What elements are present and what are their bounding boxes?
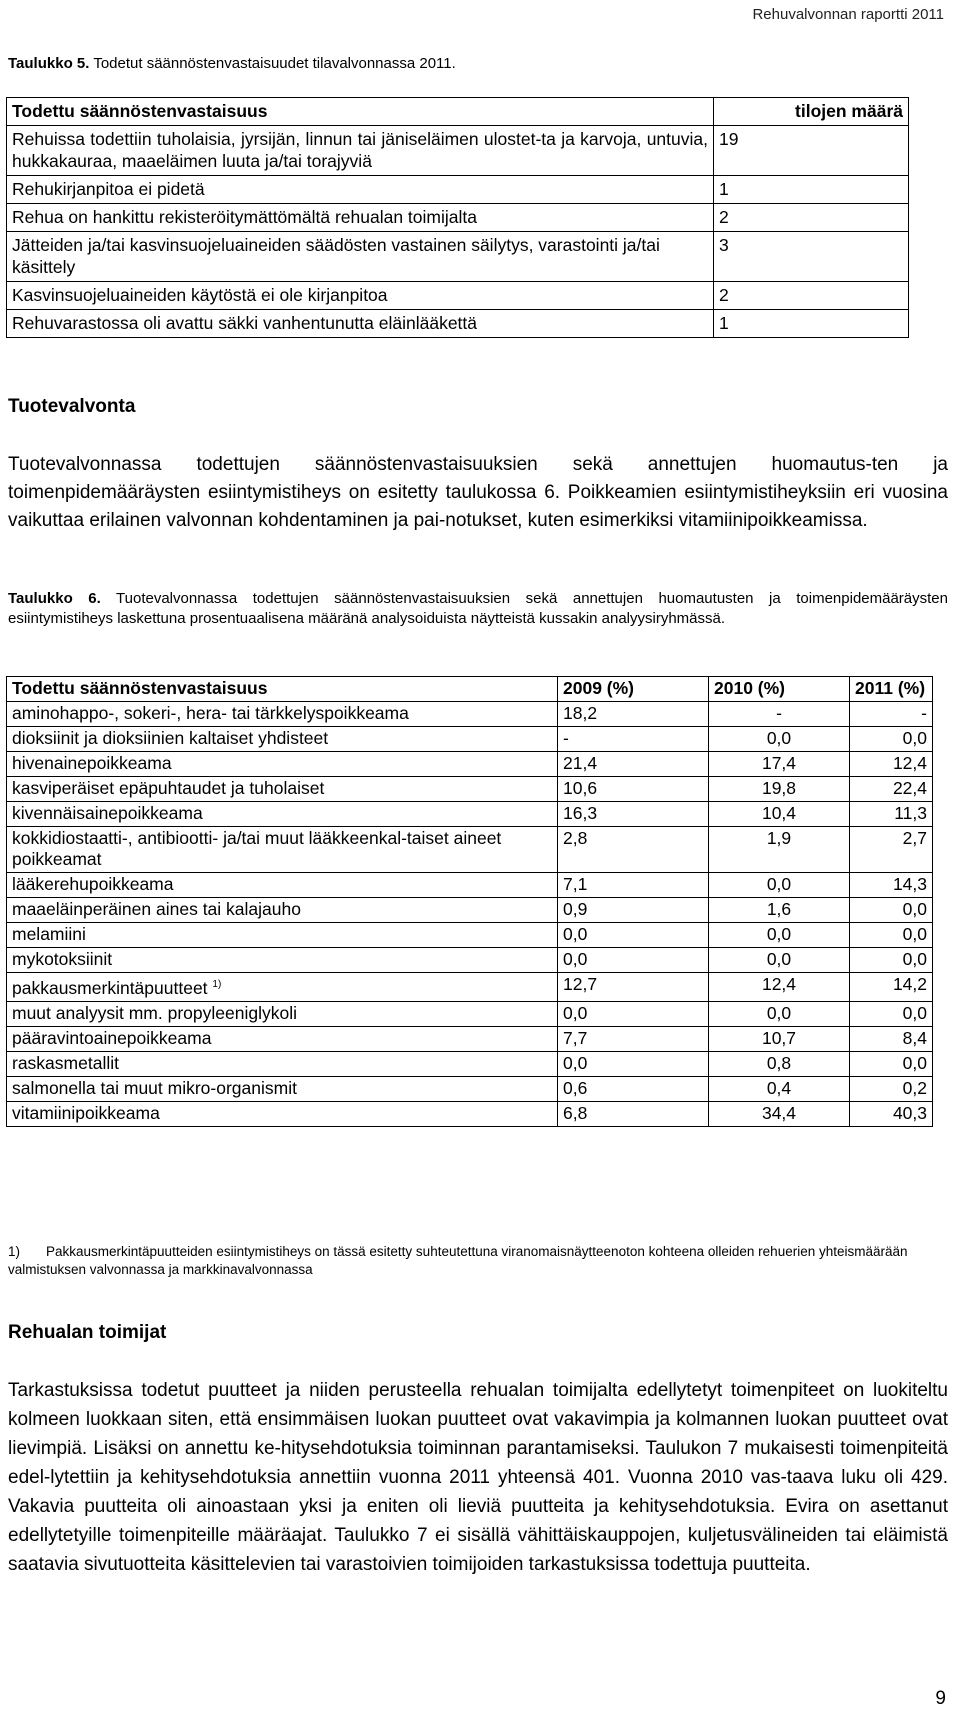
table5-header-row xyxy=(7,98,909,126)
table6-label-cell: lääkerehupoikkeama xyxy=(7,873,558,898)
table5-caption xyxy=(8,54,456,74)
table6-value-cell: 7,1 xyxy=(558,873,709,898)
table6-value-cell: 0,0 xyxy=(850,1051,933,1076)
table6-header-cell: Todettu säännöstenvastaisuus xyxy=(7,677,558,702)
table5-caption-label: Taulukko 5. xyxy=(8,55,90,72)
table6-value-cell: 0,0 xyxy=(850,898,933,923)
table6-value-cell: 8,4 xyxy=(850,1026,933,1051)
report-header-title: Rehuvalvonnan raportti 2011 xyxy=(752,6,944,23)
table6-value-cell: 12,7 xyxy=(558,973,709,1002)
table6-header-cell: 2009 (%) xyxy=(558,677,709,702)
table-row xyxy=(7,1026,933,1051)
table6-value-cell: 19,8 xyxy=(709,777,850,802)
table-row xyxy=(7,898,933,923)
table6-value-cell: 0,0 xyxy=(709,1001,850,1026)
table6-value-cell: 21,4 xyxy=(558,752,709,777)
table6-label-cell: hivenainepoikkeama xyxy=(7,752,558,777)
table6-value-cell: 10,7 xyxy=(709,1026,850,1051)
table6-value-cell: 0,0 xyxy=(850,1001,933,1026)
table6-value-cell: 2,7 xyxy=(850,827,933,873)
table6-value-cell: 14,2 xyxy=(850,973,933,1002)
table6 xyxy=(6,676,933,1127)
table-row xyxy=(7,827,933,873)
table-row xyxy=(7,232,909,282)
table6-value-cell: 0,0 xyxy=(850,948,933,973)
table6-value-cell: 1,9 xyxy=(709,827,850,873)
table6-value-cell: 11,3 xyxy=(850,802,933,827)
table6-value-cell: 6,8 xyxy=(558,1101,709,1126)
table5-count-cell: 1 xyxy=(714,176,909,204)
table-row xyxy=(7,702,933,727)
table6-value-cell: 12,4 xyxy=(709,973,850,1002)
table6-value-cell: 0,0 xyxy=(709,923,850,948)
table6-label-cell: mykotoksiinit xyxy=(7,948,558,973)
table-row xyxy=(7,126,909,176)
footnote-text: Pakkausmerkintäpuutteiden esiintymistiheys on tässä esitetty suhteutettuna viranomaisnäytteenoton kohteena olleiden rehuerien yhteismäärään valmistuksen valvonnassa ja markkinavalvonnassa xyxy=(8,1244,908,1277)
table6-value-cell: 2,8 xyxy=(558,827,709,873)
table-row xyxy=(7,176,909,204)
table6-value-cell: 0,0 xyxy=(850,923,933,948)
table6-header-cell: 2010 (%) xyxy=(709,677,850,702)
table6-footnote xyxy=(8,1243,948,1279)
table6-label-cell: maaeläinperäinen aines tai kalajauho xyxy=(7,898,558,923)
table5-label-cell: Rehuissa todettiin tuholaisia, jyrsijän, linnun tai jäniseläimen ulostet-ta ja karvoja, untuvia, hukkakauraa, maaeläimen luuta ja/tai torajyviä xyxy=(7,126,714,176)
table6-label-cell: aminohappo-, sokeri-, hera- tai tärkkelyspoikkeama xyxy=(7,702,558,727)
table6-label-cell: kasviperäiset epäpuhtaudet ja tuholaiset xyxy=(7,777,558,802)
table-row xyxy=(7,727,933,752)
table6-value-cell: 17,4 xyxy=(709,752,850,777)
table5 xyxy=(6,97,909,338)
table6-label-cell: pakkausmerkintäpuutteet $^{1)}$ xyxy=(7,973,558,1002)
table5-count-cell: 19 xyxy=(714,126,909,176)
table6-value-cell: 1,6 xyxy=(709,898,850,923)
table5-label-cell: Rehukirjanpitoa ei pidetä xyxy=(7,176,714,204)
tuotevalvonta-paragraph: Tuotevalvonnassa todettujen säännöstenvastaisuuksien sekä annettujen huomautus-ten ja toimenpidemääräysten esiintymistiheys on esitetty taulukossa 6. Poikkeamien esiintymistiheyksiin eri vuosina vaikuttaa erilainen valvonnan kohdentaminen ja pai-notukset, kuten esimerkiksi vitamiinipoikkeamissa. xyxy=(8,454,948,531)
table6-value-cell: 12,4 xyxy=(850,752,933,777)
table6-value-cell: 0,8 xyxy=(709,1051,850,1076)
table6-value-cell: 40,3 xyxy=(850,1101,933,1126)
table-row xyxy=(7,777,933,802)
table6-value-cell: 0,6 xyxy=(558,1076,709,1101)
table6-value-cell: 10,6 xyxy=(558,777,709,802)
table6-label-cell: kokkidiostaatti-, antibiootti- ja/tai muut lääkkeenkal-taiset aineet poikkeamat xyxy=(7,827,558,873)
table-row xyxy=(7,1101,933,1126)
page-number: 9 xyxy=(935,1688,946,1709)
table6-label-cell: raskasmetallit xyxy=(7,1051,558,1076)
table6-value-cell: 7,7 xyxy=(558,1026,709,1051)
table-row xyxy=(7,1076,933,1101)
table5-label-cell: Rehua on hankittu rekisteröitymättömältä rehualan toimijalta xyxy=(7,204,714,232)
table6-label-cell: dioksiinit ja dioksiinien kaltaiset yhdisteet xyxy=(7,727,558,752)
table6-header-row xyxy=(7,677,933,702)
table5-label-cell: Rehuvarastossa oli avattu säkki vanhentunutta eläinlääkettä xyxy=(7,310,714,338)
table6-value-cell: 0,0 xyxy=(558,1001,709,1026)
rehualan-paragraph: Tarkastuksissa todetut puutteet ja niiden perusteella rehualan toimijalta edellytetyt toimenpiteet on luokiteltu kolmeen luokkaan siten, että ensimmäisen luokan puutteet ovat vakavimpia ja kolmannen luokan puutteet ovat lievimpiä. Lisäksi on annettu ke-hitysehdotuksia toiminnan parantamiseksi. Taulukon 7 mukaisesti toimenpiteitä edel-lytettiin ja kehitysehdotuksia annettiin vuonna 2011 yhteensä 401. Vuonna 2010 vas-taava luku oli 429. Vakavia puutteita oli ainoastaan yksi ja eniten oli lieviä puutteita ja kehitysehdotuksia. Evira on asettanut edellytetyille toimenpiteille määräajat. Taulukko 7 ei sisällä vähittäiskauppojen, kuljetusvälineiden tai eläimistä saatavia sivutuotteita käsittelevien tai varastoivien toimijoiden tarkastuksissa todettuja puutteita. xyxy=(8,1380,948,1575)
table5-caption-text: Todetut säännöstenvastaisuudet tilavalvonnassa 2011. xyxy=(89,55,456,72)
table6-value-cell: 16,3 xyxy=(558,802,709,827)
table6-value-cell: 0,9 xyxy=(558,898,709,923)
table6-label-cell: kivennäisainepoikkeama xyxy=(7,802,558,827)
table6-header-cell: 2011 (%) xyxy=(850,677,933,702)
table-row xyxy=(7,752,933,777)
table6-value-cell: 34,4 xyxy=(709,1101,850,1126)
table6-label-cell: vitamiinipoikkeama xyxy=(7,1101,558,1126)
table5-header-cell: Todettu säännöstenvastaisuus xyxy=(7,98,714,126)
table5-label-cell: Jätteiden ja/tai kasvinsuojeluaineiden säädösten vastainen säilytys, varastointi ja/tai käsittely xyxy=(7,232,714,282)
section-heading-tuotevalvonta: Tuotevalvonta xyxy=(8,396,136,417)
table-row xyxy=(7,948,933,973)
footnote-marker: 1) xyxy=(212,979,222,990)
table6-value-cell: - xyxy=(558,727,709,752)
table6-label-cell: melamiini xyxy=(7,923,558,948)
table6-value-cell: 14,3 xyxy=(850,873,933,898)
table6-value-cell: 0,0 xyxy=(709,948,850,973)
table5-label-cell: Kasvinsuojeluaineiden käytöstä ei ole kirjanpitoa xyxy=(7,282,714,310)
table-row xyxy=(7,310,909,338)
table6-value-cell: 18,2 xyxy=(558,702,709,727)
table5-count-cell: 1 xyxy=(714,310,909,338)
table6-value-cell: 0,0 xyxy=(709,727,850,752)
table-row xyxy=(7,204,909,232)
table5-count-cell: 2 xyxy=(714,282,909,310)
section-heading-rehualan-toimijat: Rehualan toimijat xyxy=(8,1322,167,1343)
table-row xyxy=(7,873,933,898)
table6-caption-label: Taulukko 6. xyxy=(8,590,101,607)
table6-value-cell: 0,0 xyxy=(709,873,850,898)
table6-body xyxy=(7,702,933,1127)
table-row xyxy=(7,1001,933,1026)
table6-value-cell: 0,0 xyxy=(850,727,933,752)
table6-value-cell: 0,4 xyxy=(709,1076,850,1101)
table5-count-cell: 3 xyxy=(714,232,909,282)
table6-caption xyxy=(8,589,948,629)
table-row xyxy=(7,923,933,948)
table-row xyxy=(7,802,933,827)
table6-value-cell: 0,0 xyxy=(558,923,709,948)
table6-value-cell: - xyxy=(850,702,933,727)
table6-value-cell: 0,0 xyxy=(558,948,709,973)
table5-count-cell: 2 xyxy=(714,204,909,232)
table6-value-cell: 10,4 xyxy=(709,802,850,827)
table6-label-cell: muut analyysit mm. propyleeniglykoli xyxy=(7,1001,558,1026)
table-row xyxy=(7,1051,933,1076)
table-row xyxy=(7,973,933,1002)
table6-value-cell: 22,4 xyxy=(850,777,933,802)
table6-label-cell: salmonella tai muut mikro-organismit xyxy=(7,1076,558,1101)
table6-value-cell: 0,0 xyxy=(558,1051,709,1076)
footnote-number: 1) xyxy=(8,1244,21,1259)
table6-label-cell: pääravintoainepoikkeama xyxy=(7,1026,558,1051)
table-row xyxy=(7,282,909,310)
table6-caption-text: Tuotevalvonnassa todettujen säännöstenvastaisuuksien sekä annettujen huomautusten ja toimenpidemääräysten esiintymistiheys laskettuna prosentuaalisena määränä analysoiduista näytteistä kussakin analyysiryhmässä. xyxy=(8,590,948,627)
table6-value-cell: 0,2 xyxy=(850,1076,933,1101)
table6-value-cell: - xyxy=(709,702,850,727)
table5-header-cell: tilojen määrä xyxy=(714,98,909,126)
